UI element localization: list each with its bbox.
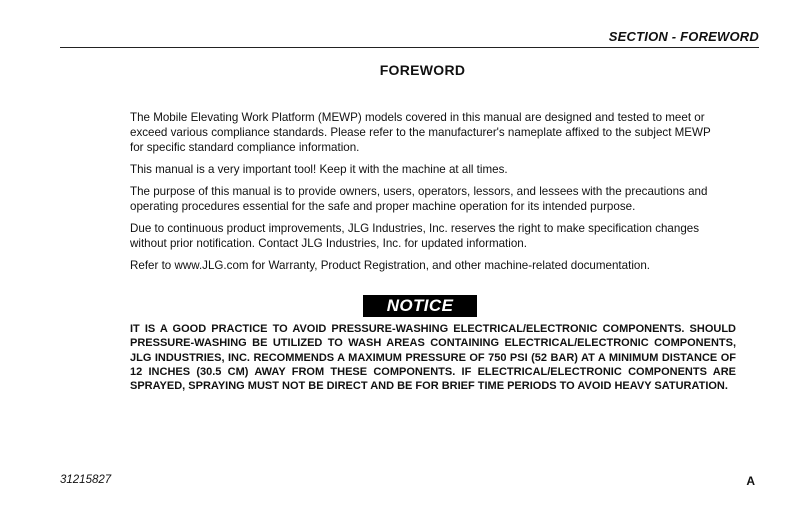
section-header: SECTION - FOREWORD [608,29,759,44]
page-title: FOREWORD [379,62,466,78]
paragraph-important-tool: This manual is a very important tool! Keep it with the machine at all times. [130,163,508,176]
document-number: 31215827 [60,474,112,486]
paragraph-website-reference: Refer to www.JLG.com for Warranty, Product Registration, and other machine-related documentation. [130,259,651,272]
paragraph-compliance: The Mobile Elevating Work Platform (MEWP) models covered in this manual are designed and tested to meet or exceed various compliance standards. Please refer to the manufacturer's nameplate affixed to the subject MEWP for specific standard compliance information. [130,111,711,154]
paragraph-product-improvements: Due to continuous product improvements, JLG Industries, Inc. reserves the right to make specification changes without prior notification. Contact JLG Industries, Inc. for updated information. [130,222,700,250]
notice-header [0,295,793,317]
page-label: A [746,474,755,488]
header-divider [60,47,759,48]
notice-badge: NOTICE [363,295,478,317]
paragraph-purpose: The purpose of this manual is to provide owners, users, operators, lessors, and lessees with the precautions and operating procedures essential for the safe and proper machine operation for its intended purpose. [130,185,708,213]
notice-text: IT IS A GOOD PRACTICE TO AVOID PRESSURE-WASHING ELECTRICAL/ELECTRONIC COMPONENTS. SHOULD PRESSURE-WASHING BE UTILIZED TO WASH AREAS CONTAINING ELECTRICAL/ELECTRONIC COMPONENTS, JLG INDUSTRIES, INC. RECOMMENDS A MAXIMUM PRESSURE OF 750 PSI (52 BAR) AT A MINIMUM DISTANCE OF 12 INCHES (30.5 CM) AWAY FROM THESE COMPONENTS. IF ELECTRICAL/ELECTRONIC COMPONENTS ARE SPRAYED, SPRAYING MUST NOT BE DIRECT AND BE FOR BRIEF TIME PERIODS TO AVOID HEAVY SATURATION. [130,323,736,393]
foreword-body [130,110,726,280]
